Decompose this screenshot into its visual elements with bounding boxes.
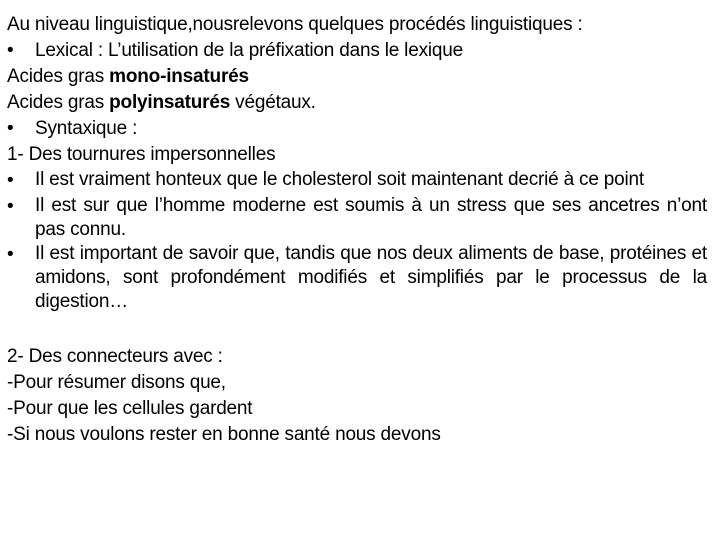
example-2-text: Il est sur que l’homme moderne est soumis à un stress que ses ancetres n’ont pas connu. <box>35 195 707 240</box>
bullet-icon: • <box>7 244 14 265</box>
example-1-text: Il est vraiment honteux que le cholesterol soit maintenant decrié à ce point <box>35 169 644 190</box>
intro-line: Au niveau linguistique,nousrelevons quelques procédés linguistiques : <box>7 14 583 35</box>
syntaxique-text: Syntaxique : <box>35 118 138 139</box>
acides-mono-prefix: Acides gras <box>7 66 110 87</box>
connecteur-3: -Si nous voulons rester en bonne santé nous devons <box>7 424 441 445</box>
slide-text <box>7 12 707 448</box>
bullet-icon: • <box>7 118 14 139</box>
connecteur-1: -Pour résumer disons que, <box>7 372 226 393</box>
acides-mono-bold: mono-insaturés <box>109 66 249 87</box>
connecteurs-line: 2- Des connecteurs avec : <box>7 346 223 367</box>
acides-mono-line <box>7 64 707 90</box>
example-3-text: Il est important de savoir que, tandis que nos deux aliments de base, protéines et amidons, sont profondément modifiés et simplifiés par le processus de la digestion… <box>35 243 707 312</box>
acides-poly-bold: polyinsaturés <box>109 92 231 113</box>
lexical-text: Lexical : L’utilisation de la préfixation dans le lexique <box>35 40 463 61</box>
connecteur-2: -Pour que les cellules gardent <box>7 398 253 419</box>
bullet-icon: • <box>7 40 14 61</box>
bullet-example-3 <box>7 242 707 314</box>
bullet-example-2 <box>7 194 707 242</box>
examples-list <box>7 168 707 314</box>
bullet-icon: • <box>7 170 14 191</box>
bullet-example-1 <box>7 168 707 194</box>
tournures-line: 1- Des tournures impersonnelles <box>7 144 276 165</box>
spacer <box>7 314 707 344</box>
bullet-syntaxique <box>7 116 707 142</box>
acides-poly-prefix: Acides gras <box>7 92 110 113</box>
acides-poly-line <box>7 90 707 116</box>
bullet-icon: • <box>7 196 14 217</box>
bullet-lexical <box>7 38 707 64</box>
acides-poly-suffix: végétaux. <box>230 92 316 113</box>
